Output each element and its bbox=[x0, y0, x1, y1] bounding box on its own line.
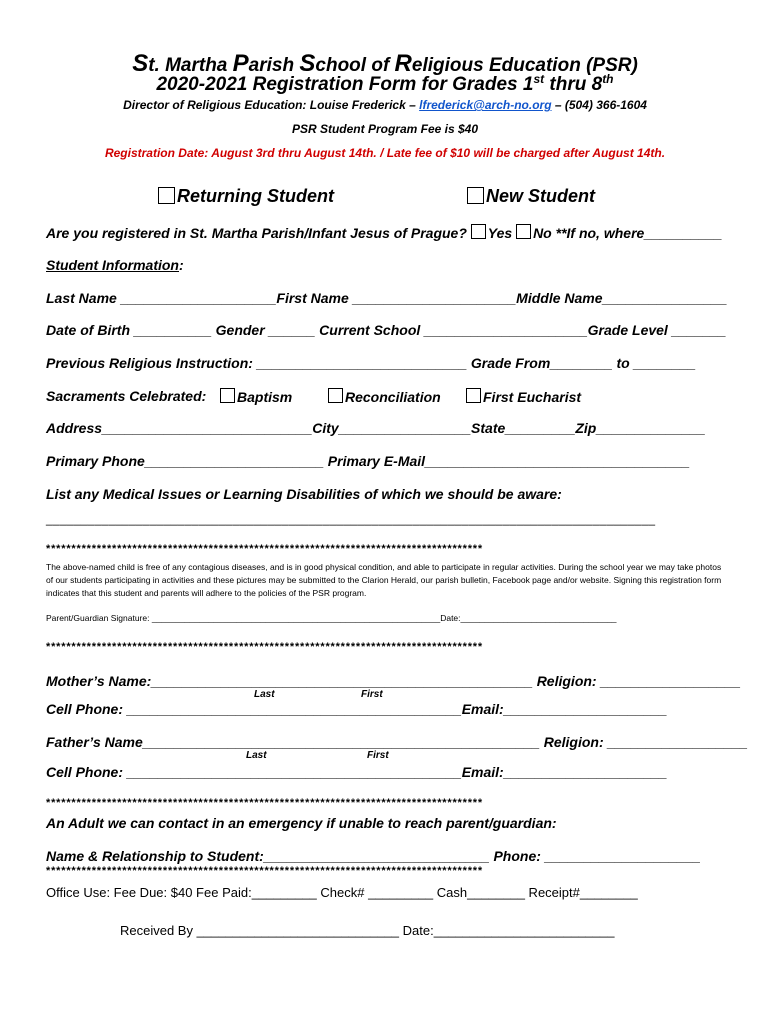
separator-2: ************************************************************************************** bbox=[46, 641, 483, 653]
baptism-checkbox[interactable] bbox=[220, 388, 235, 403]
new-student-option[interactable]: New Student bbox=[467, 186, 595, 207]
names-row[interactable]: Last Name ____________________First Name _____________________Middle Name________________ bbox=[46, 290, 728, 306]
separator-1: ************************************************************************************** bbox=[46, 543, 483, 555]
office-use-row[interactable]: Office Use: Fee Due: $40 Fee Paid:_________ Check# _________ Cash________ Receipt#________ bbox=[46, 885, 638, 900]
received-by-row[interactable]: Received By ____________________________ Date:_________________________ bbox=[120, 923, 615, 938]
returning-student-option[interactable]: Returning Student bbox=[158, 186, 334, 207]
new-checkbox[interactable] bbox=[467, 187, 484, 204]
separator-3: ************************************************************************************** bbox=[46, 797, 483, 809]
no-checkbox[interactable] bbox=[516, 224, 531, 239]
form-title: St. Martha Parish School of Religious Education (PSR) bbox=[132, 50, 638, 77]
student-info-heading: Student Information: bbox=[46, 257, 184, 273]
baptism-option[interactable]: Baptism bbox=[220, 388, 292, 405]
emergency-heading: An Adult we can contact in an emergency if unable to reach parent/guardian: bbox=[46, 815, 557, 831]
parent-signature-line[interactable]: Parent/Guardian Signature: _____________________________________________________________Date:_________________________________ bbox=[46, 613, 617, 623]
mother-cell-row[interactable]: Cell Phone: ___________________________________________Email:_____________________ bbox=[46, 701, 668, 717]
reconciliation-checkbox[interactable] bbox=[328, 388, 343, 403]
phone-email-row[interactable]: Primary Phone_______________________ Primary E-Mail__________________________________ bbox=[46, 453, 690, 469]
mother-name-row[interactable]: Mother’s Name:_________________________________________________ Religion: __________________ bbox=[46, 673, 741, 689]
yes-checkbox[interactable] bbox=[471, 224, 486, 239]
address-row[interactable]: Address___________________________City_________________State_________Zip______________ bbox=[46, 420, 706, 436]
director-email-link[interactable]: lfrederick@arch-no.org bbox=[419, 98, 552, 112]
first-eucharist-option[interactable]: First Eucharist bbox=[466, 388, 581, 405]
father-last-caption: Last bbox=[246, 750, 267, 761]
father-name-row[interactable]: Father’s Name___________________________________________________ Religion: __________________ bbox=[46, 734, 748, 750]
father-first-caption: First bbox=[367, 750, 389, 761]
returning-checkbox[interactable] bbox=[158, 187, 175, 204]
first-eucharist-checkbox[interactable] bbox=[466, 388, 481, 403]
separator-4: ************************************************************************************** bbox=[46, 865, 483, 877]
form-subtitle: 2020-2021 Registration Form for Grades 1st thru 8th bbox=[156, 72, 614, 95]
program-fee: PSR Student Program Fee is $40 bbox=[291, 122, 479, 136]
consent-text: The above-named child is free of any contagious diseases, and is in good physical condition, and able to participate in regular activities. During the school year we may take photos of our students participating in activities and these pictures may be submitted to the Clarion Herald, our parish bulletin, Facebook page and/or website. Signing this registration form indicates that this student and parents will adhere to the policies of the PSR program. bbox=[46, 562, 722, 598]
sacraments-label: Sacraments Celebrated: bbox=[46, 388, 207, 404]
director-line: Director of Religious Education: Louise Frederick – lfrederick@arch-no.org – (504) 366-1604 bbox=[123, 98, 647, 112]
mother-first-caption: First bbox=[361, 689, 383, 700]
registration-date: Registration Date: August 3rd thru August 14th. / Late fee of $10 will be charged after August 14th. bbox=[104, 146, 666, 160]
previous-instruction-row[interactable]: Previous Religious Instruction: ___________________________ Grade From________ to ________ bbox=[46, 355, 696, 371]
father-cell-row[interactable]: Cell Phone: ___________________________________________Email:_____________________ bbox=[46, 764, 668, 780]
dob-row[interactable]: Date of Birth __________ Gender ______ Current School _____________________Grade Level _______ bbox=[46, 322, 727, 338]
reconciliation-option[interactable]: Reconciliation bbox=[328, 388, 441, 405]
mother-last-caption: Last bbox=[254, 689, 275, 700]
emergency-contact-row[interactable]: Name & Relationship to Student:_____________________________ Phone: ____________________ bbox=[46, 848, 701, 864]
medical-question: List any Medical Issues or Learning Disabilities of which we should be aware: bbox=[46, 486, 562, 502]
parish-question-row: Are you registered in St. Martha Parish/Infant Jesus of Prague? Yes No **If no, where__________ bbox=[46, 225, 723, 241]
medical-line[interactable]: ________________________________________________________________________________________ bbox=[46, 512, 656, 526]
